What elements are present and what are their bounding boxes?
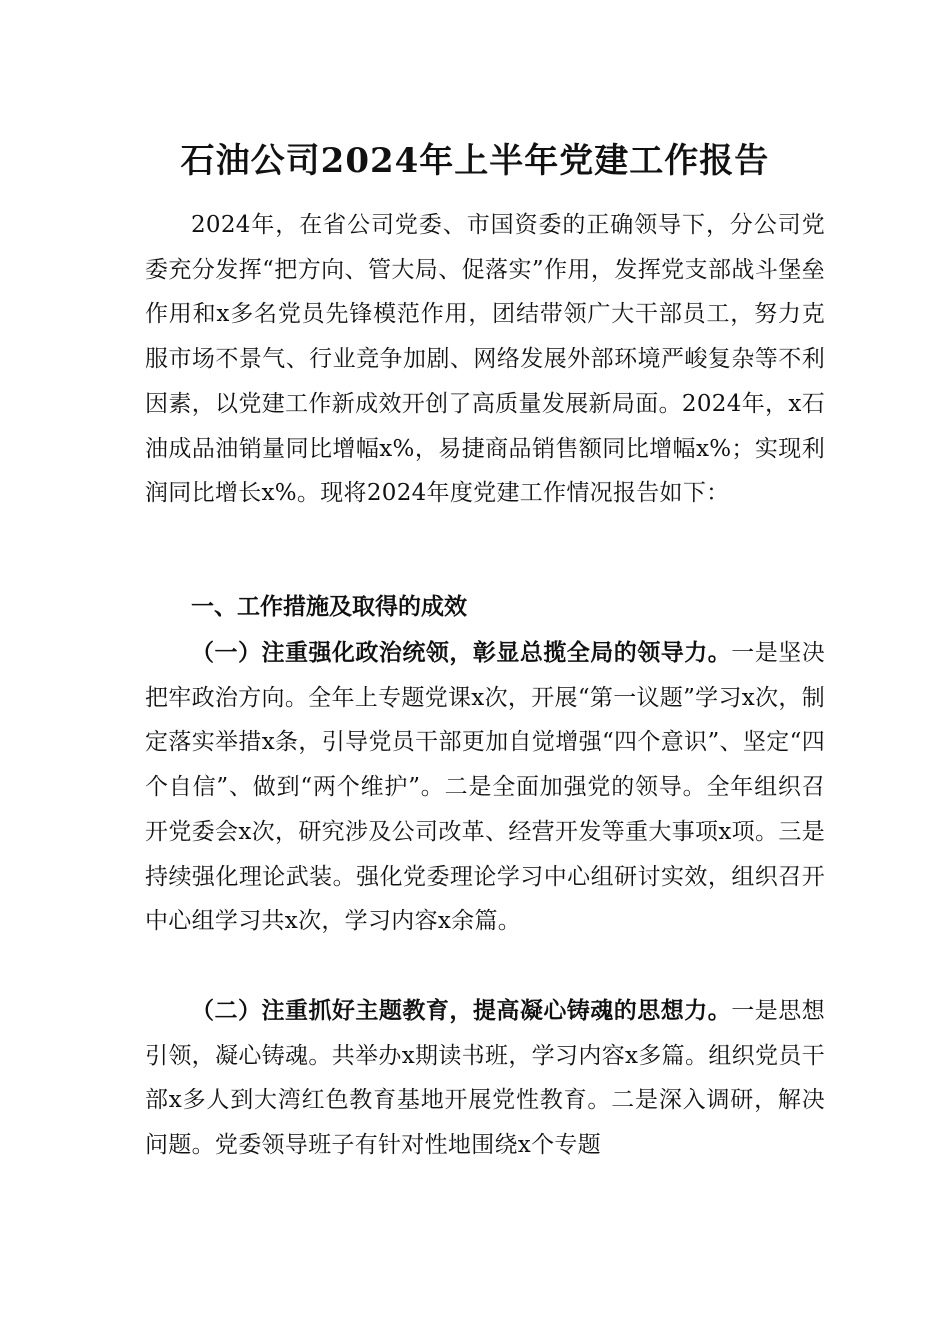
subsection-2-heading: （二）注重抓好主题教育，提高凝心铸魂的思想力。 bbox=[191, 997, 732, 1024]
subsection-2-paragraph bbox=[145, 989, 825, 1168]
subsection-1-heading: （一）注重强化政治统领，彰显总揽全局的领导力。 bbox=[191, 639, 732, 666]
intro-paragraph: 2024年，在省公司党委、市国资委的正确领导下，分公司党委充分发挥“把方向、管大局、促落实”作用，发挥党支部战斗堡垒作用和x多名党员先锋模范作用，团结带领广大干部员工，努力克服市场不景气、行业竞争加剧、网络发展外部环境严峻复杂等不利因素，以党建工作新成效开创了高质量发展新局面。2024年，x石油成品油销量同比增幅x%，易捷商品销售额同比增幅x%；实现利润同比增长x%。现将2024年度党建工作情况报告如下： bbox=[145, 212, 825, 507]
subsection-2-text: 一是思想引领，凝心铸魂。共举办x期读书班，学习内容x多篇。组织党员干部x多人到大湾红色教育基地开展党性教育。二是深入调研，解决问题。党委领导班子有针对性地围绕x个专题 bbox=[145, 998, 825, 1159]
subsection-1-paragraph bbox=[145, 631, 825, 944]
section-heading-1: 一、工作措施及取得的成效 bbox=[191, 594, 467, 620]
document-title: 石油公司2024年上半年党建工作报告 bbox=[180, 141, 770, 181]
subsection-1-text: 一是坚决把牢政治方向。全年上专题党课x次，开展“第一议题”学习x次，制定落实举措x条，引导党员干部更加自觉增强“四个意识”、坚定“四个自信”、做到“两个维护”。二是全面加强党的领导。全年组织召开党委会x次，研究涉及公司改革、经营开发等重大事项x项。三是持续强化理论武装。强化党委理论学习中心组研讨实效，组织召开中心组学习共x次，学习内容x余篇。 bbox=[145, 640, 825, 935]
